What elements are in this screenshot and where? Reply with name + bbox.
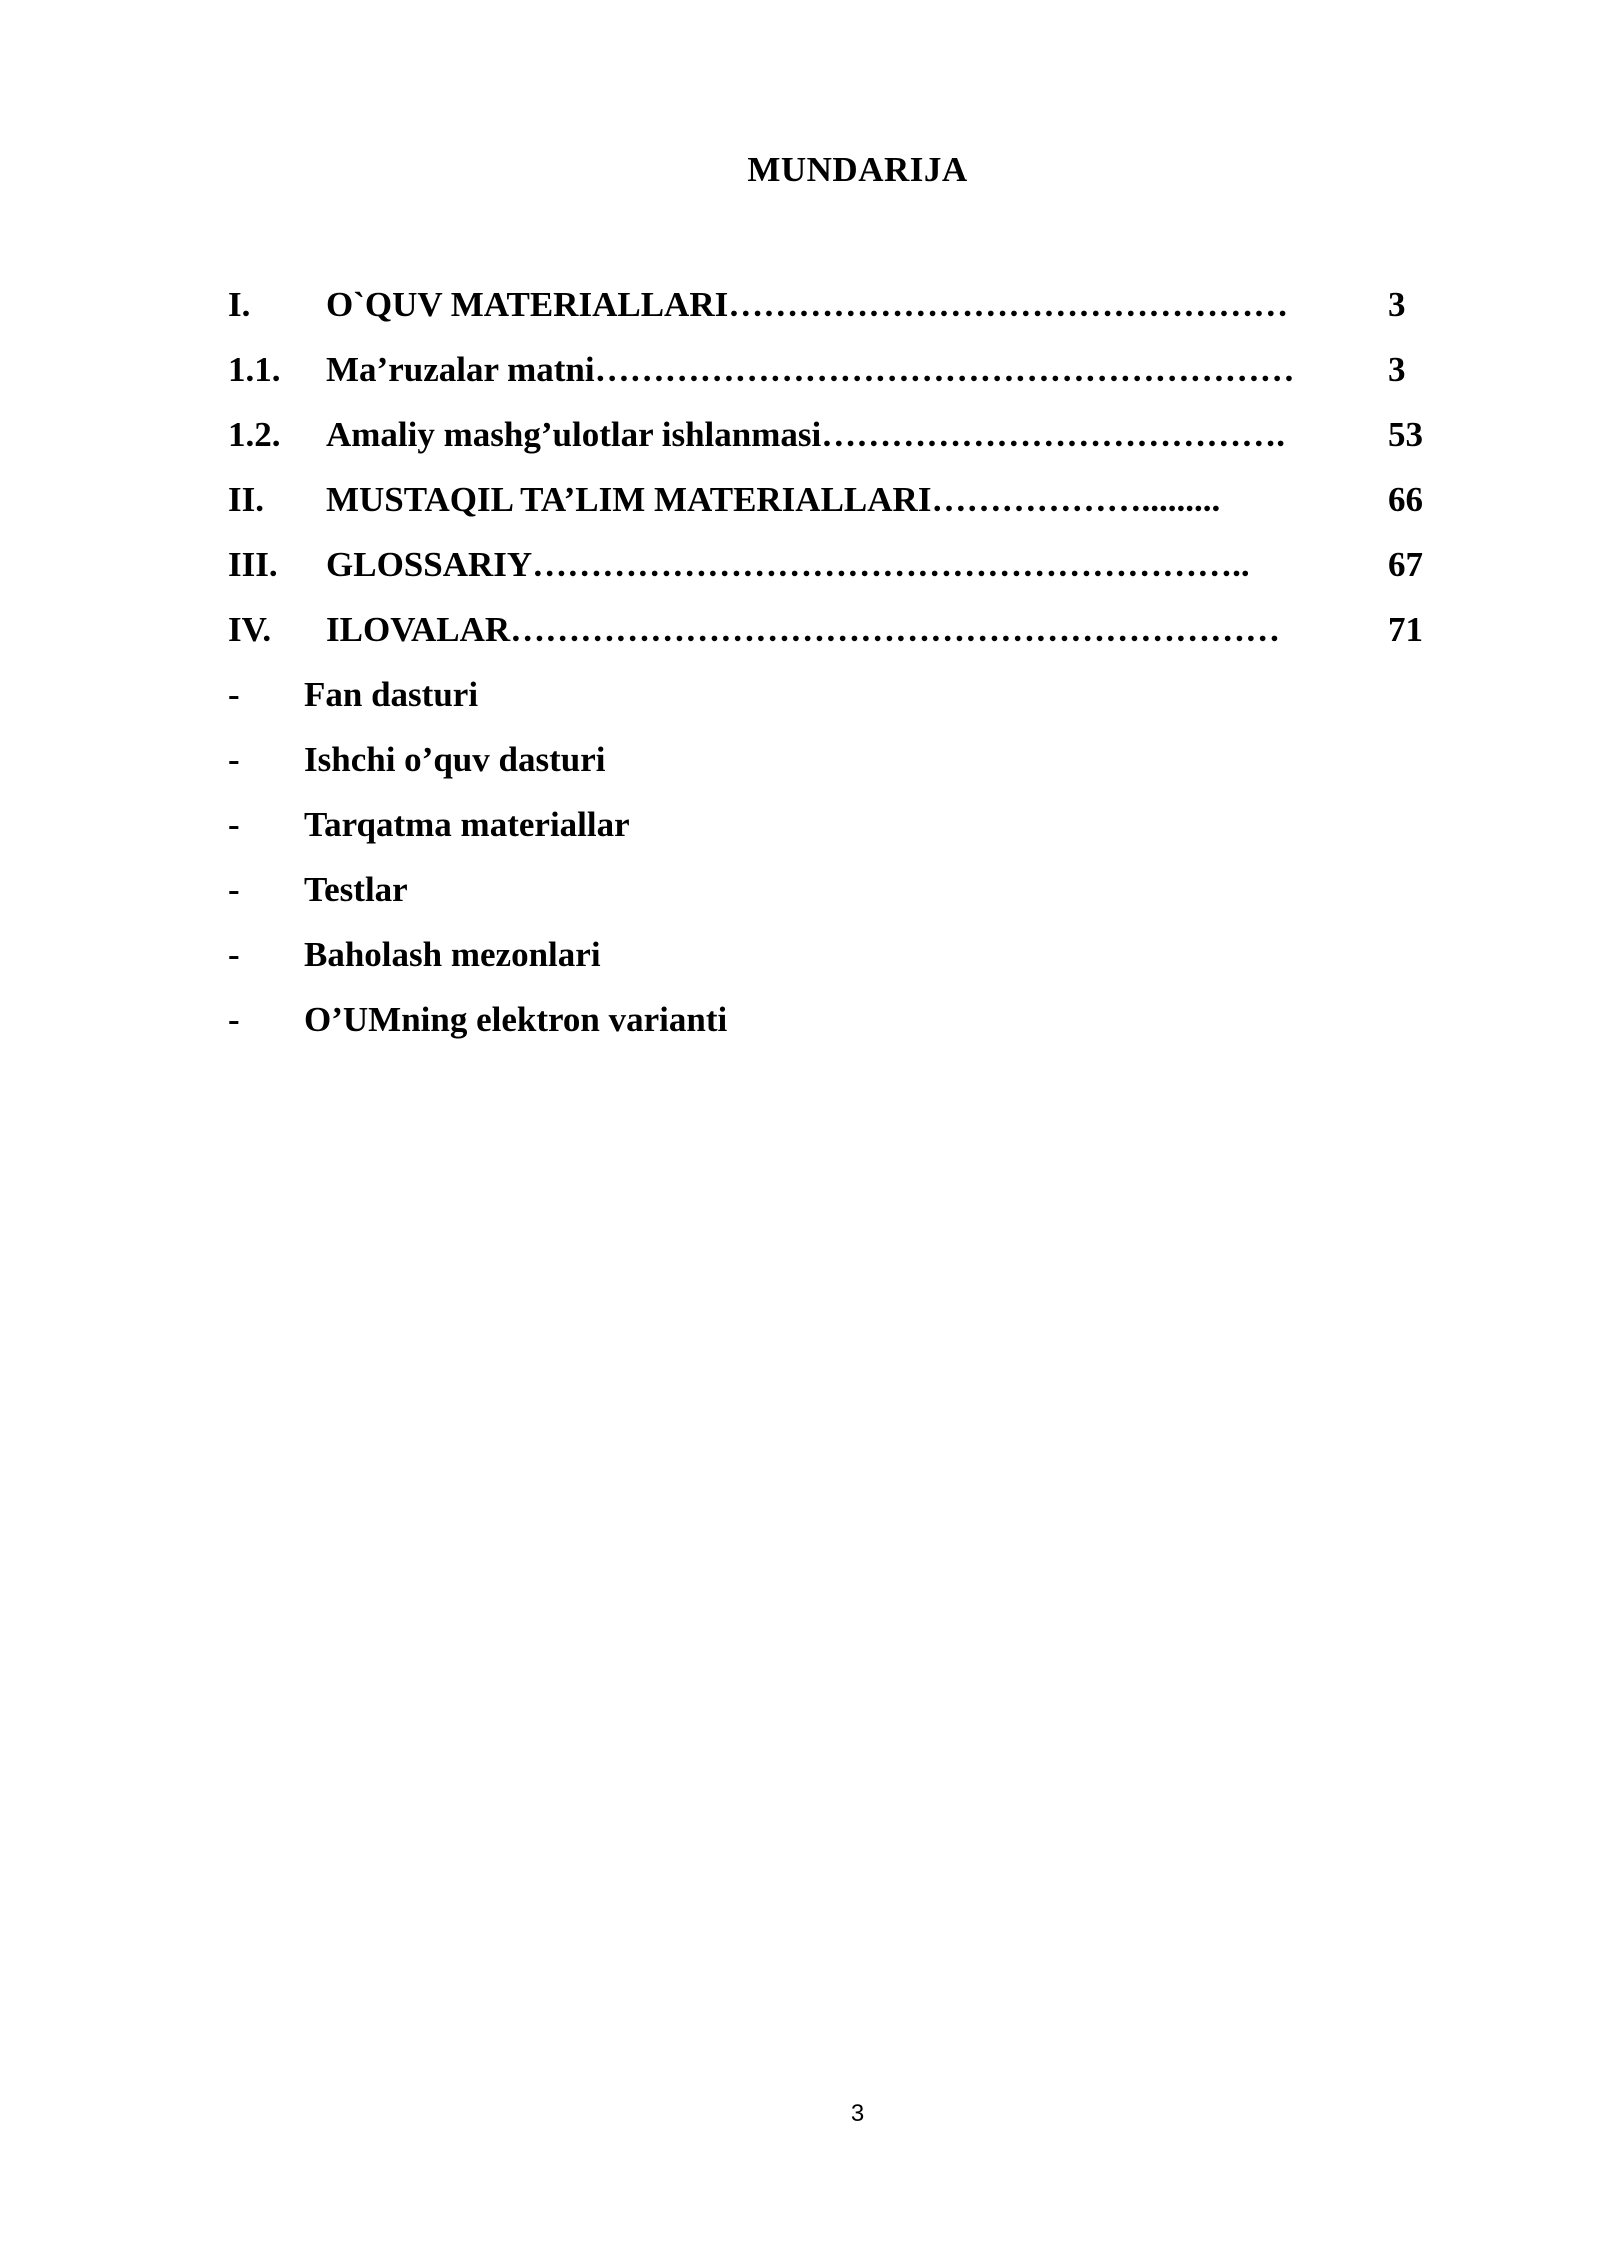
table-of-contents (228, 280, 1428, 1060)
toc-entry-number: 1.1. (228, 350, 281, 389)
toc-entry-number: II. (228, 480, 264, 519)
page-title: MUNDARIJA (747, 150, 968, 189)
appendix-item (228, 865, 1428, 930)
appendix-item (228, 670, 1428, 735)
toc-entry-page: 67 (1388, 545, 1423, 584)
toc-entry-page: 66 (1388, 480, 1423, 519)
toc-entry (228, 280, 1428, 345)
appendix-item (228, 735, 1428, 800)
appendix-item-label: Fan dasturi (304, 675, 479, 714)
toc-entry-number: 1.2. (228, 415, 281, 454)
toc-entry-page: 53 (1388, 415, 1423, 454)
page-number: 3 (850, 2100, 865, 2127)
toc-entry-title: Amaliy mashg’ulotlar ishlanmasi…………………………………. (326, 415, 1285, 454)
appendix-item-dash: - (228, 805, 240, 844)
toc-entry-number: I. (228, 285, 251, 324)
appendix-item (228, 995, 1428, 1060)
appendix-item-dash: - (228, 1000, 240, 1039)
appendix-item-label: Ishchi o’quv dasturi (304, 740, 606, 779)
toc-entry-title: MUSTAQIL TA’LIM MATERIALLARI………………......... (326, 480, 1221, 519)
appendix-item-label: Baholash mezonlari (304, 935, 601, 974)
toc-entry-title: ILOVALAR………………………………………………………… (326, 610, 1281, 649)
toc-entry-page: 71 (1388, 610, 1423, 649)
toc-entry (228, 540, 1428, 605)
toc-entry (228, 475, 1428, 540)
toc-entry-number: III. (228, 545, 278, 584)
appendix-item-label: Testlar (304, 870, 408, 909)
toc-entry-number: IV. (228, 610, 272, 649)
toc-entry-page: 3 (1388, 285, 1406, 324)
appendix-item (228, 930, 1428, 995)
toc-entry-title: O`QUV MATERIALLARI………………………………………… (326, 285, 1289, 324)
appendix-item-label: O’UMning elektron varianti (304, 1000, 728, 1039)
appendix-item-dash: - (228, 675, 240, 714)
toc-entry-title: Ma’ruzalar matni…………………………………………………… (326, 350, 1295, 389)
appendix-item-dash: - (228, 870, 240, 909)
toc-entry (228, 605, 1428, 670)
appendix-item-dash: - (228, 740, 240, 779)
appendix-item-dash: - (228, 935, 240, 974)
toc-entry-page: 3 (1388, 350, 1406, 389)
appendix-item (228, 800, 1428, 865)
toc-entry (228, 345, 1428, 410)
toc-entry-title: GLOSSARIY…………………………………………………….. (326, 545, 1250, 584)
appendix-item-label: Tarqatma materiallar (304, 805, 630, 844)
toc-entry (228, 410, 1428, 475)
